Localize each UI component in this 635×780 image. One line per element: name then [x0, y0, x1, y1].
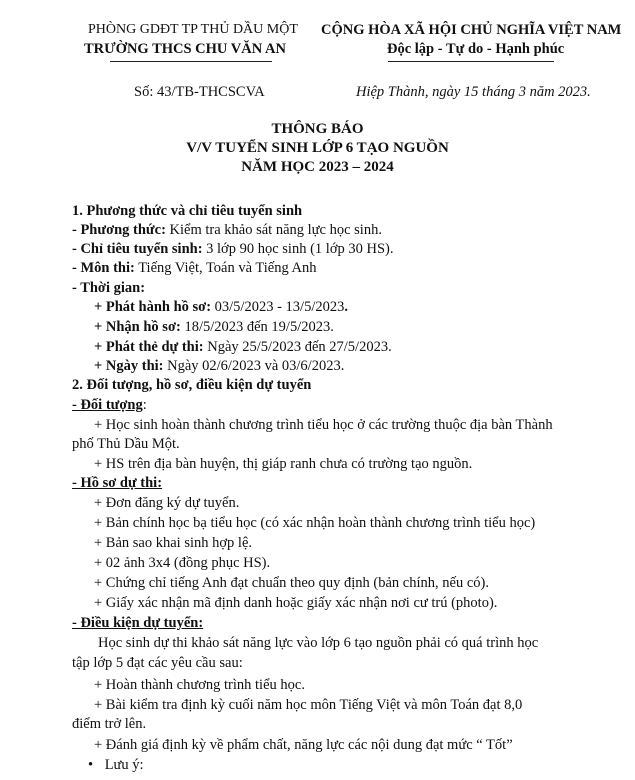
- section1-heading: 1. Phương thức và chỉ tiêu tuyển sinh: [72, 203, 303, 219]
- target-item-2: + HS trên địa bàn huyện, thị giáp ranh chưa có trường tạo nguồn.: [94, 456, 473, 472]
- conditions-intro-b: tập lớp 5 đạt các yêu cầu sau:: [72, 655, 243, 671]
- target-label: - Đối tượng: [72, 397, 143, 413]
- target-line: [72, 397, 147, 414]
- time-item-label: + Phát hành hồ sơ:: [94, 299, 212, 315]
- quota-value: 3 lớp 90 học sinh (1 lớp 30 HS).: [202, 241, 394, 257]
- time-item-value: Ngày 02/6/2023 và 03/6/2023.: [163, 358, 345, 374]
- note-label: Lưu ý:: [104, 757, 144, 773]
- docs-item: + Bản chính học bạ tiểu học (có xác nhận hoàn thành chương trình tiểu học): [94, 515, 536, 531]
- docs-item: + 02 ảnh 3x4 (đồng phục HS).: [94, 555, 271, 571]
- conditions-label: - Điều kiện dự tuyển:: [72, 615, 204, 631]
- time-item-tail: .: [344, 299, 348, 315]
- docs-item: + Đơn đăng ký dự tuyển.: [94, 495, 240, 511]
- time-item-receive: [94, 319, 334, 336]
- conditions-intro-a: Học sinh dự thi khảo sát năng lực vào lớp 6 tạo nguồn phải có quá trình học: [98, 635, 539, 651]
- method-label: - Phương thức:: [72, 222, 166, 238]
- school-name: TRƯỜNG THCS CHU VĂN AN: [84, 41, 286, 57]
- condition-item-3: + Đánh giá định kỳ về phẩm chất, năng lực các nội dung đạt mức “ Tốt”: [94, 737, 513, 753]
- docs-label: - Hồ sơ dự thi:: [72, 475, 163, 491]
- docs-item: + Bản sao khai sinh hợp lệ.: [94, 535, 253, 551]
- target-item-1a: + Học sinh hoàn thành chương trình tiểu học ở các trường thuộc địa bàn Thành: [94, 417, 553, 433]
- note-bullet: •: [88, 757, 94, 773]
- issuing-department: PHÒNG GDĐT TP THỦ DẦU MỘT: [88, 22, 298, 37]
- condition-item-1: + Hoàn thành chương trình tiểu học.: [94, 677, 305, 693]
- quota-label: - Chỉ tiêu tuyển sinh:: [72, 241, 203, 257]
- school-underline: [110, 61, 272, 62]
- time-item-label: + Phát thẻ dự thi:: [94, 339, 204, 355]
- notice-title: THÔNG BÁO: [271, 121, 364, 137]
- time-item-value: Ngày 25/5/2023 đến 27/5/2023.: [203, 339, 392, 355]
- section2-heading: 2. Đối tượng, hồ sơ, điều kiện dự tuyển: [72, 377, 312, 393]
- motto-underline: [388, 61, 554, 62]
- place-date: Hiệp Thành, ngày 15 tháng 3 năm 2023.: [356, 84, 591, 100]
- notice-subject: V/V TUYỂN SINH LỚP 6 TẠO NGUỒN: [186, 140, 449, 156]
- subject-line: [72, 260, 317, 277]
- target-colon: :: [142, 397, 147, 413]
- method-line: [72, 222, 382, 239]
- nation-title: CỘNG HÒA XÃ HỘI CHỦ NGHĨA VIỆT NAM: [321, 22, 622, 38]
- school-year: NĂM HỌC 2023 – 2024: [241, 159, 394, 175]
- docs-item: + Giấy xác nhận mã định danh hoặc giấy xác nhận nơi cư trú (photo).: [94, 595, 498, 611]
- method-value: Kiểm tra khảo sát năng lực học sinh.: [165, 222, 382, 238]
- time-label: - Thời gian:: [72, 280, 146, 296]
- condition-item-2a: + Bài kiểm tra định kỳ cuối năm học môn Tiếng Việt và môn Toán đạt 8,0: [94, 697, 523, 713]
- quota-line: [72, 241, 393, 258]
- subject-label: - Môn thi:: [72, 260, 135, 276]
- condition-item-2b: điểm trở lên.: [72, 716, 147, 732]
- time-item-label: + Nhận hồ sơ:: [94, 319, 181, 335]
- document-number: Số: 43/TB-THCSCVA: [134, 84, 265, 100]
- national-motto: Độc lập - Tự do - Hạnh phúc: [387, 41, 565, 57]
- time-item-value: 18/5/2023 đến 19/5/2023.: [180, 319, 334, 335]
- time-item-exam: [94, 358, 344, 375]
- subject-value: Tiếng Việt, Toán và Tiếng Anh: [134, 260, 317, 276]
- docs-item: + Chứng chỉ tiếng Anh đạt chuẩn theo quy định (bản chính, nếu có).: [94, 575, 489, 591]
- note-line: [88, 757, 144, 774]
- target-item-1b: phố Thủ Dầu Một.: [72, 436, 180, 452]
- time-item-label: + Ngày thi:: [94, 358, 164, 374]
- time-item-release: [94, 299, 348, 316]
- time-item-value: 03/5/2023 - 13/5/2023: [211, 299, 345, 315]
- time-item-card: [94, 339, 392, 356]
